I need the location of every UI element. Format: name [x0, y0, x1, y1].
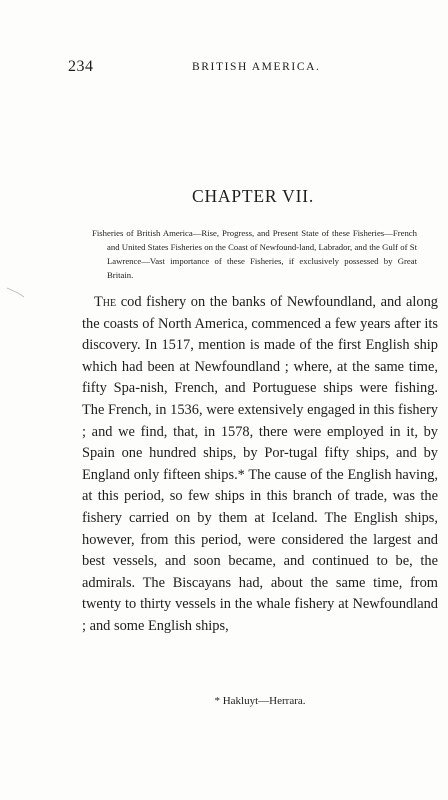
running-title: BRITISH AMERICA. — [192, 61, 321, 73]
body-paragraph-text: cod fishery on the banks of Newfoundland, and along the coasts of North America, commenced a few years after its discovery. In 1517, mention is made of the first English ship which had been at Newfoundland ; where, at the same time, fifty Spa-nish, French, and Portuguese ships were fishing. The French, in 1536, were extensively engaged in this fishery ; and we find, that, in 1578, there were employed in it, by Spain one hundred ships, by Por-tugal fifty ships, and by England only fifteen ships.* The cause of the English having, at this period, so few ships in this branch of trade, was the fishery carried on by them at Iceland. The English ships, however, from this period, were considered the largest and best vessels, and soon became, and continued to be, the admirals. The Biscayans had, about the same time, from twenty to thirty vessels in the whale fishery at Newfoundland ; and some English ships, — [82, 294, 438, 634]
body-text — [82, 292, 438, 638]
chapter-title: CHAPTER VII. — [191, 186, 315, 206]
running-head — [68, 58, 430, 80]
opening-word: The — [94, 294, 117, 310]
page-number: 234 — [68, 58, 94, 75]
chapter-summary — [92, 226, 417, 282]
margin-pencil-mark — [6, 286, 26, 298]
footnote: * Hakluyt—Herrara. — [214, 695, 306, 707]
body-paragraph — [82, 292, 438, 638]
chapter-summary-text: Fisheries of British America—Rise, Progress, and Present State of these Fisheries—French and United States Fisheries on the Coast of Newfound-land, Labrador, and the Gulf of St Lawrence—Vast importance of these Fisheries, if exclusively possessed by Great Britain. — [92, 228, 417, 280]
